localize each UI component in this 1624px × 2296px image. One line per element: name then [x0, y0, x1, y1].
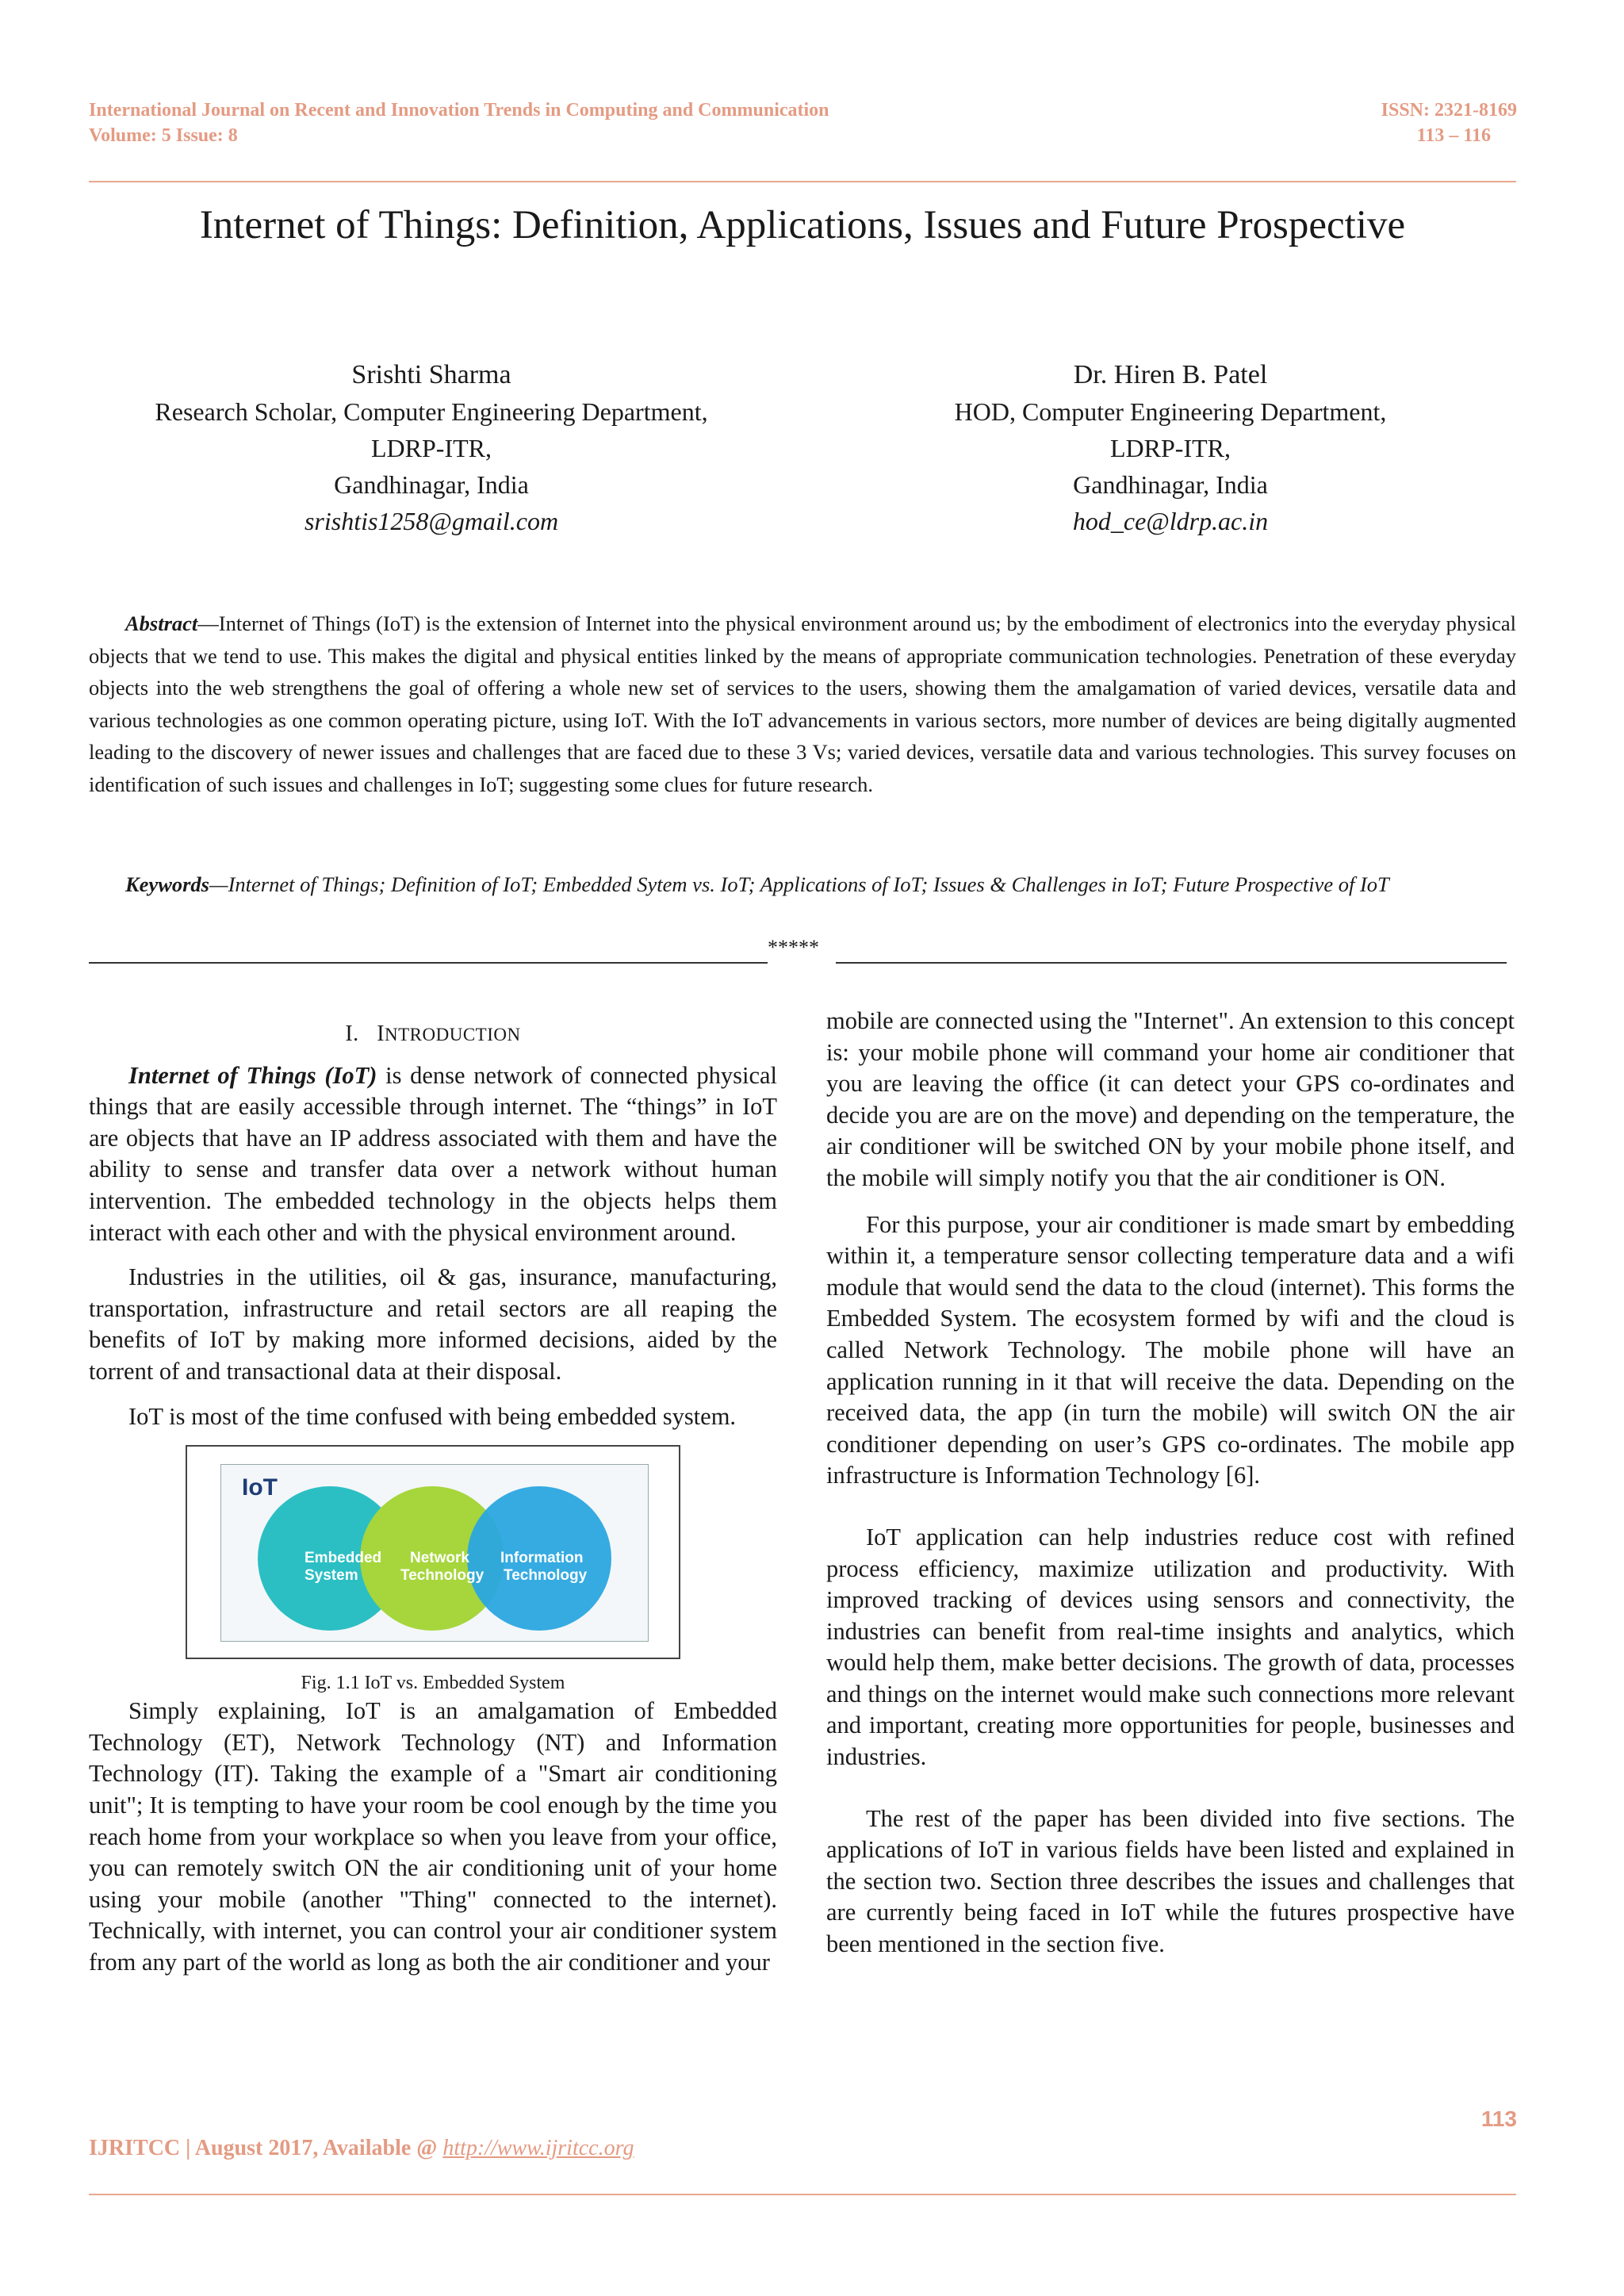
journal-title: International Journal on Recent and Innovation Trends in Computing and Communication — [89, 100, 829, 121]
paragraph-1 — [89, 1060, 777, 1249]
paragraph-5: mobile are connected using the "Internet". An extension to this concept is: your mobile phone will command your home air conditioner that you are leaving the office (it can detect your GPS co-ordinates and decide you are are on the move) and depending on the temperature, the air conditioner will be switched ON by your mobile phone itself, and the mobile will simply notify you that the air conditioner is ON. — [826, 1007, 1515, 1191]
page-number: 113 — [1480, 2106, 1517, 2131]
author-position: HOD, Computer Engineering Department, — [954, 397, 1387, 426]
section-title-rest: NTRODUCTION — [385, 1025, 521, 1045]
author-block-1 — [114, 357, 749, 539]
paragraph-4: Simply explaining, IoT is an amalgamation of Embedded Technology (ET), Network Technology (NT) and Information Technology (IT). Taking the example of a "Smart air conditioning unit"; It is tempting to have your room be cool enough by the time you reach home from your workplace so when you leave from your office, you can remotely switch ON the air conditioning unit of your home using your mobile (another "Thing" connected to the internet). Technically, with internet, you can control your air conditioner system from any part of the world as long as both the air conditioner and your — [89, 1697, 777, 1976]
figure-iot-venn — [186, 1445, 680, 1659]
journal-pages: 113 – 116 — [1416, 125, 1491, 146]
embedded-system-label: Embedded System — [304, 1550, 382, 1585]
section-heading — [89, 1018, 777, 1051]
figure-image — [220, 1464, 649, 1642]
separator-line-right — [836, 962, 1507, 964]
right-column — [826, 1006, 1515, 1974]
iot-label: IoT — [242, 1474, 278, 1501]
abstract-dash: — — [197, 611, 219, 635]
author-email: srishtis1258@gmail.com — [304, 507, 559, 535]
journal-link[interactable]: http://www.ijritcc.org — [442, 2136, 634, 2160]
author-position: Research Scholar, Computer Engineering Department, — [155, 397, 708, 426]
footer-text: IJRITCC | August 2017, Available @ — [89, 2136, 443, 2160]
author-institute: LDRP-ITR, — [1110, 434, 1231, 462]
keywords-dash: — — [209, 872, 228, 896]
keywords — [89, 868, 1516, 901]
abstract-text: Internet of Things (IoT) is the extension of Internet into the physical environment around us; by the embodiment of electronics into the everyday physical objects that we tend to use. This makes the digital and physical entities linked by the means of appropriate communication technologies. Penetration of these everyday objects into the web strengthens the goal of offering a whole new set of services to the users, showing them the amalgamation of varied devices, versatile data and various technologies as one common operating picture, using IoT. With the IoT advancements in various sectors, more number of devices are being digitally augmented leading to the discovery of newer issues and challenges that are faced due to these 3 Vs; varied devices, versatile data and various technologies. This survey focuses on identification of such issues and challenges in IoT; suggesting some clues for future research. — [89, 611, 1516, 796]
separator-line-left — [89, 962, 768, 964]
author-location: Gandhinagar, India — [1073, 470, 1268, 499]
author-location: Gandhinagar, India — [334, 470, 529, 499]
iot-venn-diagram — [221, 1465, 648, 1641]
keywords-label: Keywords — [125, 872, 209, 896]
author-institute: LDRP-ITR, — [371, 434, 492, 462]
separator-stars: ***** — [768, 936, 819, 959]
paragraph-1-text: is dense network of connected physical things that are easily accessible through internet. The “things” in IoT are objects that have an IP address associated with them and have the ability to sense and transfer data over a network without human intervention. The embedded technology in the objects helps them interact with each other and with the physical environment around. — [89, 1061, 777, 1246]
journal-issn: ISSN: 2321-8169 — [1381, 100, 1517, 121]
section-number: I. — [345, 1022, 359, 1046]
figure-caption: Fig. 1.1 IoT vs. Embedded System — [301, 1673, 565, 1694]
header-rule — [89, 181, 1516, 182]
abstract — [89, 608, 1516, 800]
paragraph-6: For this purpose, your air conditioner is made smart by embedding within it, a temperature sensor collecting temperature data and a wifi module that would send the data to the cloud (internet). This forms the Embedded System. The ecosystem formed by wifi and the cloud is called Network Technology. The mobile phone will have an application running in it that will receive the data. Depending on the received data, the app (in turn the mobile) will switch ON the air conditioner depending on user’s GPS co-ordinates. The mobile app infrastructure is Information Technology [6]. — [826, 1210, 1515, 1489]
author-email: hod_ce@ldrp.ac.in — [1072, 507, 1269, 535]
paragraph-7: IoT application can help industries reduce cost with refined process efficiency, maximize utilization and productivity. With improved tracking of devices using sensors and connectivity, the industries can benefit from real-time insights and analytics, which would help them, make better decisions. The growth of data, processes and things on the internet would make such connections more relevant and important, creating more opportunities for people, businesses and industries. — [826, 1523, 1515, 1771]
abstract-label: Abstract — [125, 611, 198, 635]
journal-volume: Volume: 5 Issue: 8 — [89, 125, 238, 146]
paragraph-3: IoT is most of the time confused with being embedded system. — [128, 1402, 737, 1430]
paragraph-1-lead: Internet of Things (IoT) — [128, 1061, 377, 1089]
section-title-initial: I — [377, 1022, 385, 1046]
author-name: Srishti Sharma — [351, 360, 511, 389]
paragraph-8: The rest of the paper has been divided into five sections. The applications of IoT in various fields have been listed and explained in the section two. Section three describes the issues and challenges that are currently being faced in IoT while the futures prospective have been mentioned in the section five. — [826, 1804, 1515, 1958]
footer-rule — [89, 2194, 1516, 2195]
footer-citation — [89, 2136, 634, 2161]
author-name: Dr. Hiren B. Patel — [1073, 360, 1268, 389]
paper-title: Internet of Things: Definition, Applications, Issues and Future Prospective — [199, 203, 1406, 247]
network-technology-label: Network Technology — [400, 1550, 485, 1585]
author-block-2 — [853, 357, 1488, 539]
information-technology-label: Information Technology — [500, 1550, 588, 1585]
keywords-text: Internet of Things; Definition of IoT; Embedded Sytem vs. IoT; Applications of IoT; Issues & Challenges in IoT; Future Prospective of IoT — [228, 872, 1389, 896]
left-column — [89, 1018, 777, 1991]
paragraph-2: Industries in the utilities, oil & gas, insurance, manufacturing, transportation, infrastructure and retail sectors are all reaping the benefits of IoT by making more informed decisions, aided by the torrent of and transactional data at their disposal. — [89, 1263, 777, 1385]
